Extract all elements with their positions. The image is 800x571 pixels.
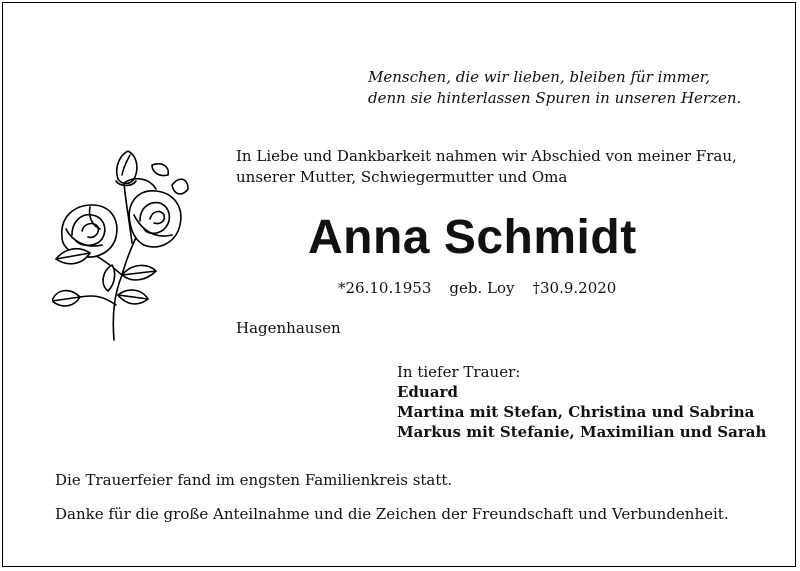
intro-line-1: In Liebe und Dankbarkeit nahmen wir Abschied von meiner Frau,: [236, 147, 737, 165]
memorial-motto: [368, 67, 741, 109]
maiden-name: geb. Loy: [449, 279, 515, 297]
intro-text: [236, 146, 737, 188]
rose-illustration-icon: [52, 145, 190, 345]
mourner-family: Eduard: [397, 383, 458, 401]
motto-line-1: Menschen, die wir lieben, bleiben für immer,: [368, 68, 711, 86]
mourners-block: [397, 362, 766, 442]
birth-date: *26.10.1953: [338, 279, 432, 297]
intro-line-2: unserer Mutter, Schwiegermutter und Oma: [236, 168, 568, 186]
death-date: †30.9.2020: [532, 279, 617, 297]
deceased-name: Anna Schmidt: [308, 211, 637, 264]
mourners-heading: In tiefer Trauer:: [397, 363, 521, 381]
thanks-note: Danke für die große Anteilnahme und die Zeichen der Freundschaft und Verbundenheit.: [55, 505, 729, 523]
life-dates: [338, 278, 616, 299]
funeral-note: Die Trauerfeier fand im engsten Familienkreis statt.: [55, 471, 453, 489]
mourner-family: Markus mit Stefanie, Maximilian und Sarah: [397, 423, 767, 441]
mourner-family: Martina mit Stefan, Christina und Sabrina: [397, 403, 755, 421]
residence-place: Hagenhausen: [236, 319, 341, 337]
motto-line-2: denn sie hinterlassen Spuren in unseren Herzen.: [368, 89, 742, 107]
